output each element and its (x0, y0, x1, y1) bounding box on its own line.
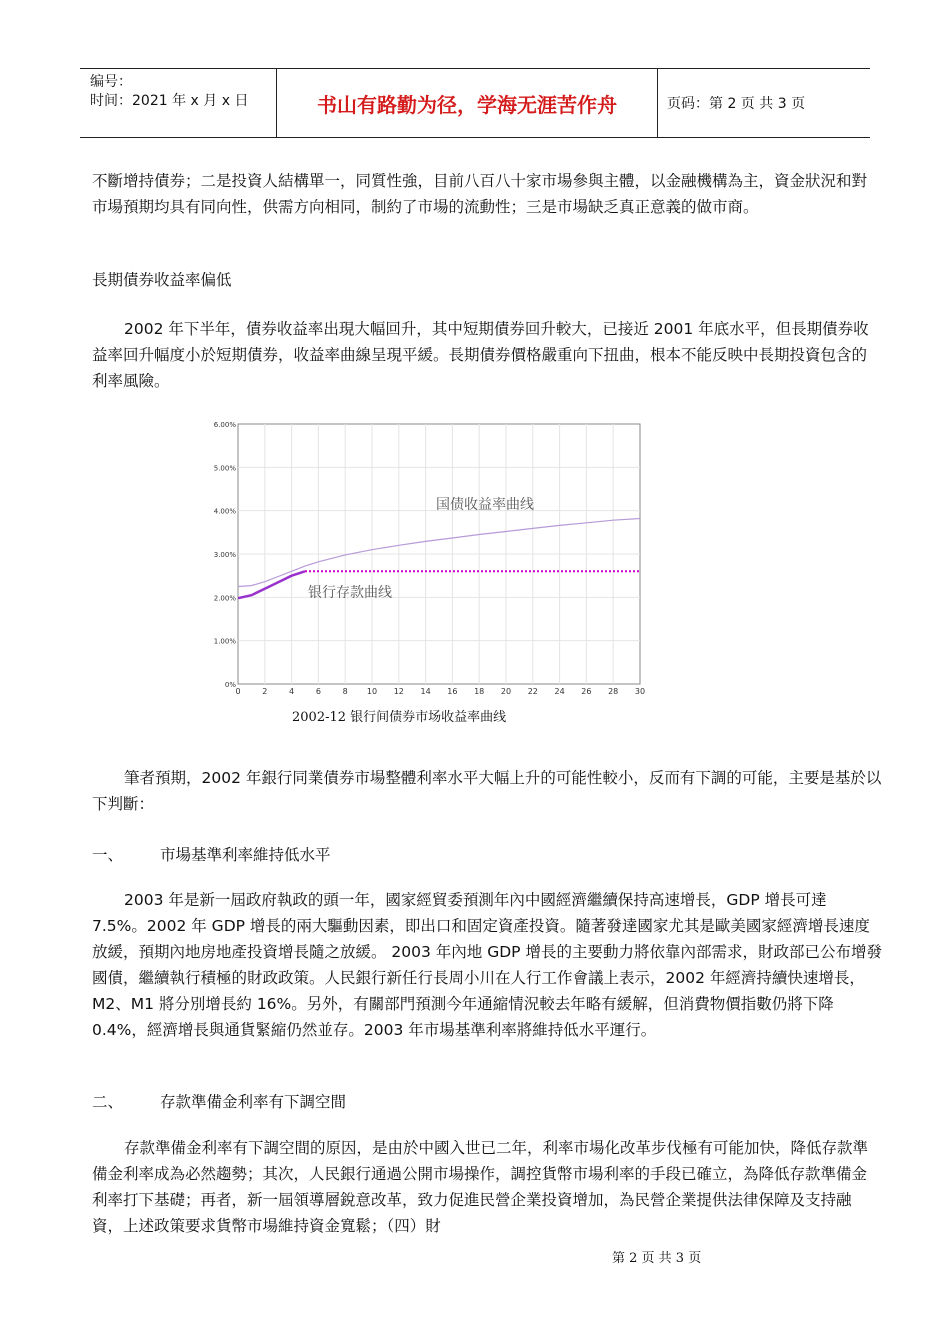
section-heading-1 (92, 843, 331, 865)
number-label: 编号： (90, 74, 132, 90)
x-tick-label: 4 (289, 687, 295, 696)
chart-caption: 2002-12 银行间债券市场收益率曲线 (292, 710, 507, 725)
paragraph-2: 2002 年下半年，債券收益率出現大幅回升，其中短期債券回升較大，已接近 2001 年底水平，但長期債券收益率回升幅度小於短期債券，收益率曲線呈現平緩。長期債券價格嚴重向下扭曲，根本不能反映中長期投資包含的利率風險。 (92, 320, 869, 390)
x-tick-label: 0 (235, 687, 241, 696)
series-label-bond: 国债收益率曲线 (436, 497, 534, 513)
x-tick-label: 18 (474, 687, 485, 696)
x-tick-label: 12 (393, 687, 404, 696)
section-title: 存款準備金利率有下調空間 (160, 1093, 347, 1111)
paragraph-4: 2003 年是新一屆政府執政的頭一年，國家經貿委預測年內中國經濟繼續保持高速增長，GDP 增長可達 7.5%。2002 年 GDP 增長的兩大驅動因素，即出口和固定資產投資。隨著發達國家尤其是歐美國家經濟增長速度放緩，預期內地房地產投資增長隨之放緩。 2003 年內地 GDP 增長的主要動力將依靠內部需求，財政部已公布增發國債，繼續執行積極的財政政策。人民銀行新任行長周小川在人行工作會議上表示，2002 年經濟持續快速增長，M2、M1 將分別增長約 16%。另外，有關部門預測今年通縮情況較去年略有緩解，但消費物價指數仍將下降 0.4%，經濟增長與通貨緊縮仍然並存。2003 年市場基準利率將維持低水平運行。 (92, 891, 882, 1039)
section-heading-long-term-yield: 長期債券收益率偏低 (92, 271, 232, 289)
y-tick-label: 6.00% (213, 421, 236, 429)
document-header (80, 68, 870, 138)
section-heading-2 (92, 1090, 346, 1112)
x-tick-label: 26 (581, 687, 592, 696)
paragraph-5: 存款準備金利率有下調空間的原因，是由於中國入世已二年，利率市場化改革步伐極有可能加快，降低存款準備金利率成為必然趨勢；其次，人民銀行通過公開市場操作，調控貨幣市場利率的手段已確立，為降低存款準備金利率打下基礎；再者，新一屆領導層銳意改革，致力促進民營企業投資增加，為民營企業提供法律保障及支持融資，上述政策要求貨幣市場維持資金寬鬆；（四）財 (92, 1139, 869, 1235)
series-label-deposit: 银行存款曲线 (308, 585, 392, 601)
x-tick-label: 16 (447, 687, 458, 696)
motto: 书山有路勤为径，学海无涯苦作舟 (277, 69, 658, 137)
time-label: 时间：2021 年 x 月 x 日 (90, 93, 249, 109)
x-tick-label: 2 (262, 687, 268, 696)
page-footer: 第 2 页 共 3 页 (612, 1251, 702, 1266)
y-tick-label: 4.00% (213, 507, 236, 516)
section-number: 二、 (92, 1093, 124, 1111)
header-meta-cell (80, 69, 277, 137)
x-tick-label: 24 (554, 687, 565, 696)
paragraph-3: 筆者預期，2002 年銀行同業債券市場整體利率水平大幅上升的可能性較小，反而有下調的可能，主要是基於以下判斷： (92, 769, 882, 813)
x-tick-label: 14 (420, 687, 431, 696)
yield-curve-chart (200, 414, 660, 704)
y-tick-label: 5.00% (213, 464, 236, 473)
x-tick-label: 22 (527, 687, 538, 696)
y-tick-label: 1.00% (213, 637, 236, 646)
page-label: 页码：第 2 页 共 3 页 (667, 96, 806, 112)
y-tick-label: 2.00% (213, 594, 236, 603)
x-tick-label: 8 (342, 687, 348, 696)
section-number: 一、 (92, 846, 124, 864)
paragraph-1: 不斷增持債券；二是投資人結構單一，同質性強，目前八百八十家市場參與主體，以金融機構為主，資金狀況和對市場預期均具有同向性，供需方向相同，制約了市場的流動性；三是市場缺乏真正意義的做市商。 (92, 172, 868, 216)
x-tick-label: 30 (634, 687, 646, 696)
x-tick-label: 20 (500, 687, 512, 696)
section-title: 市場基準利率維持低水平 (160, 846, 331, 864)
y-tick-label: 0% (224, 681, 236, 689)
x-tick-label: 10 (366, 687, 378, 696)
x-tick-label: 6 (315, 687, 321, 696)
y-tick-label: 3.00% (213, 551, 236, 559)
x-tick-label: 28 (608, 687, 619, 696)
